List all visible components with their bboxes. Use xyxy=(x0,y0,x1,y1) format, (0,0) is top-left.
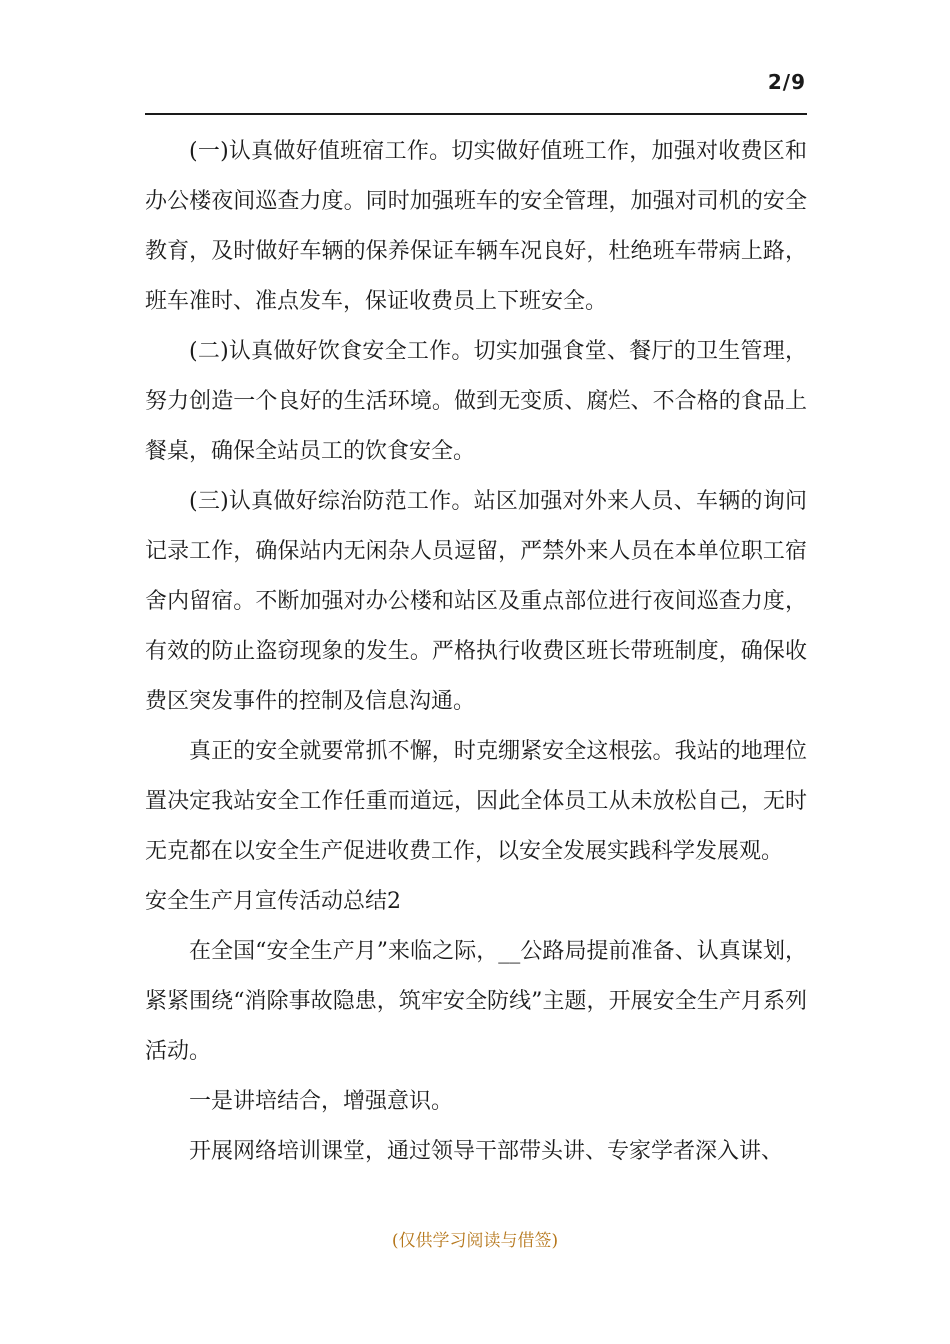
paragraph-training: 开展网络培训课堂，通过领导干部带头讲、专家学者深入讲、 xyxy=(189,1139,784,1164)
document-body xyxy=(145,127,807,1177)
paragraph-food-safety: (二)认真做好饮食安全工作。切实加强食堂、餐厅的卫生管理，努力创造一个良好的生活环境。做到无变质、腐烂、不合格的食品上餐桌，确保全站员工的饮食安全。 xyxy=(145,339,807,464)
paragraph-duty-work: (一)认真做好值班宿工作。切实做好值班工作，加强对收费区和办公楼夜间巡查力度。同时加强班车的安全管理，加强对司机的安全教育，及时做好车辆的保养保证车辆车况良好，杜绝班车带病上路，班车准时、准点发车，保证收费员上下班安全。 xyxy=(145,139,807,314)
page-number: 2/9 xyxy=(767,70,806,94)
footer-note: (仅供学习阅读与借签) xyxy=(391,1231,559,1251)
paragraph-intro: 在全国“安全生产月”来临之际，__公路局提前准备、认真谋划，紧紧围绕“消除事故隐患，筑牢安全防线”主题，开展安全生产月系列活动。 xyxy=(145,939,807,1064)
section-title: 安全生产月宣传活动总结2 xyxy=(145,889,401,914)
paragraph-point-one: 一是讲培结合，增强意识。 xyxy=(189,1089,454,1114)
header-divider xyxy=(145,113,807,115)
paragraph-conclusion: 真正的安全就要常抓不懈，时克绷紧安全这根弦。我站的地理位置决定我站安全工作任重而道远，因此全体员工从未放松自己，无时无克都在以安全生产促进收费工作，以安全发展实践科学发展观。 xyxy=(145,739,807,864)
paragraph-security: (三)认真做好综治防范工作。站区加强对外来人员、车辆的询问记录工作，确保站内无闲杂人员逗留，严禁外来人员在本单位职工宿舍内留宿。不断加强对办公楼和站区及重点部位进行夜间巡查力度，有效的防止盗窃现象的发生。严格执行收费区班长带班制度，确保收费区突发事件的控制及信息沟通。 xyxy=(145,489,807,714)
